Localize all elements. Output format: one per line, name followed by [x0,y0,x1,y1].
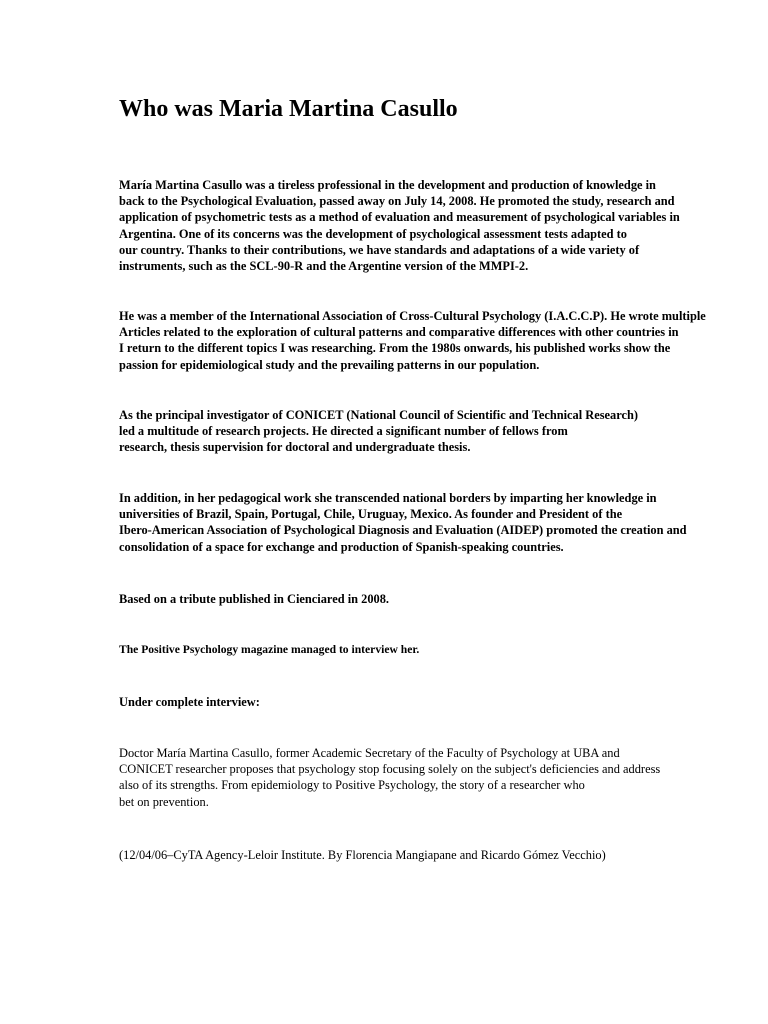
text-line: As the principal investigator of CONICET (National Council of Scientific and Technical Research) [119,408,639,422]
text-line: Under complete interview: [119,695,260,709]
paragraph-magazine-interview [119,642,419,658]
text-line: instruments, such as the SCL-90-R and the Argentine version of the MMPI-2. [119,259,529,274]
paragraph-interview-summary [119,745,660,810]
text-line: CONICET researcher proposes that psychology stop focusing solely on the subject's deficiencies and address [119,762,661,777]
text-line: research, thesis supervision for doctoral and undergraduate thesis. [119,440,471,455]
text-line: bet on prevention. [119,794,209,809]
text-line: our country. Thanks to their contributions, we have standards and adaptations of a wide variety of [119,242,640,257]
text-line: Argentina. One of its concerns was the development of psychological assessment tests adapted to [119,226,627,241]
text-line: Ibero-American Association of Psychological Diagnosis and Evaluation (AIDEP) promoted the creation and [119,523,687,538]
text-line: Doctor María Martina Casullo, former Academic Secretary of the Faculty of Psychology at UBA and [119,746,620,760]
paragraph-conicet [119,407,638,456]
text-line: María Martina Casullo was a tireless professional in the development and production of knowledge in [119,178,656,192]
text-line: led a multitude of research projects. He directed a significant number of fellows from [119,424,568,439]
text-line: also of its strengths. From epidemiology to Positive Psychology, the story of a researcher who [119,778,585,793]
text-line: In addition, in her pedagogical work she transcended national borders by imparting her knowledge in [119,491,657,505]
paragraph-tribute-source [119,591,389,607]
text-line: back to the Psychological Evaluation, passed away on July 14, 2008. He promoted the study, research and [119,194,675,209]
text-line: The Positive Psychology magazine managed to interview her. [119,643,420,656]
paragraph-pedagogical-work [119,490,687,555]
paragraph-citation [119,847,606,863]
paragraph-iaccp-membership [119,308,706,373]
text-line: (12/04/06–CyTA Agency-Leloir Institute. By Florencia Mangiapane and Ricardo Gómez Vecchio) [119,848,606,862]
text-line: passion for epidemiological study and the prevailing patterns in our population. [119,357,540,372]
text-line: I return to the different topics I was researching. From the 1980s onwards, his published works show the [119,341,671,356]
text-line: Based on a tribute published in Cienciared in 2008. [119,592,390,606]
paragraph-interview-heading [119,694,260,710]
text-line: consolidation of a space for exchange and production of Spanish-speaking countries. [119,539,564,554]
paragraph-biography [119,177,680,274]
text-line: He was a member of the International Association of Cross-Cultural Psychology (I.A.C.C.P). He wrote multiple [119,309,706,323]
text-line: Articles related to the exploration of cultural patterns and comparative differences with other countries in [119,325,679,340]
text-line: universities of Brazil, Spain, Portugal, Chile, Uruguay, Mexico. As founder and President of the [119,507,623,522]
text-line: application of psychometric tests as a method of evaluation and measurement of psychological variables in [119,210,680,225]
document-title: Who was Maria Martina Casullo [119,96,458,122]
